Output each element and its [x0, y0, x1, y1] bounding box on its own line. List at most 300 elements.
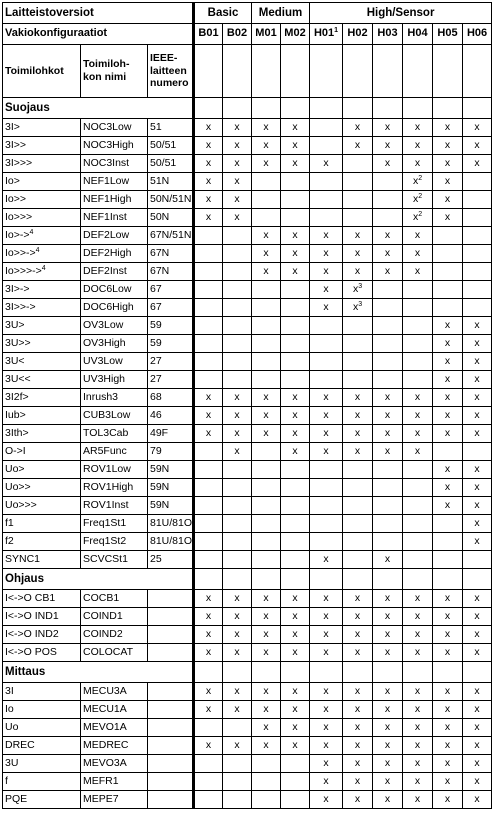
table-row [3, 119, 492, 137]
cell-mark [194, 644, 223, 662]
cell-name: ROV1High [81, 479, 148, 497]
block-label: 3U<< [5, 372, 31, 385]
mark-x: x [234, 138, 240, 151]
mark-x: x [323, 792, 329, 805]
mark-x: x [444, 684, 451, 697]
section-title: Suojaus [3, 98, 194, 119]
mark-x: x [474, 138, 480, 151]
cell-mark [463, 425, 492, 443]
cell-mark [433, 299, 463, 317]
cell-mark [403, 371, 433, 389]
mark-x: x [323, 684, 329, 697]
mark-x: x [384, 552, 391, 565]
table-row [3, 137, 492, 155]
cell-name: OV3Low [81, 317, 148, 335]
footnote-ref: 3 [358, 282, 363, 290]
mark-x: x [234, 444, 240, 457]
cell-mark [403, 461, 433, 479]
mark-x: x [354, 684, 361, 697]
cell-mark [281, 155, 310, 173]
cell-mark [373, 407, 403, 425]
cell-mark [281, 773, 310, 791]
cell-mark [310, 119, 343, 137]
block-label: 3Ith> [5, 426, 29, 439]
cell-mark [281, 137, 310, 155]
block-label: 3U>> [5, 336, 31, 349]
mark-x: x [323, 390, 329, 403]
mark-x: x [444, 426, 451, 439]
cell-mark [373, 608, 403, 626]
cell-mark [343, 227, 373, 245]
mark-x: x [323, 228, 329, 241]
cell-mark [403, 119, 433, 137]
table-row [3, 608, 492, 626]
cell-mark [463, 737, 492, 755]
cell-block [3, 719, 81, 737]
cell-mark [194, 515, 223, 533]
block-label: 3I [5, 684, 14, 697]
cell-mark [343, 683, 373, 701]
cell-mark [281, 317, 310, 335]
cell-mark [403, 479, 433, 497]
mark-x: x [292, 408, 298, 421]
mark-x: x [384, 609, 391, 622]
section-empty-cell [343, 98, 373, 119]
table-row [3, 683, 492, 701]
mark-x: x [444, 756, 451, 769]
version-header-b01 [194, 24, 223, 45]
cell-block [3, 119, 81, 137]
cell-mark [252, 791, 281, 809]
section-empty-cell [433, 569, 463, 590]
mark-x: x [414, 645, 421, 658]
cell-mark [281, 791, 310, 809]
mark-x: x [474, 792, 480, 805]
cell-name: UV3Low [81, 353, 148, 371]
cell-mark [310, 191, 343, 209]
block-label: f2 [5, 534, 14, 547]
cell-mark [252, 683, 281, 701]
cell-name: COLOCAT [81, 644, 148, 662]
cell-mark [403, 701, 433, 719]
cell-block [3, 137, 81, 155]
cell-mark [463, 335, 492, 353]
section-empty-cell [403, 569, 433, 590]
cell-name: DOC6High [81, 299, 148, 317]
group-high-sensor: High/Sensor [310, 3, 492, 24]
mark-x: x [263, 228, 269, 241]
mark-x: x [414, 720, 421, 733]
mark-x: x [354, 408, 361, 421]
block-label: I<->O POS [5, 645, 57, 658]
mark-x: x [263, 591, 269, 604]
cell-block [3, 515, 81, 533]
cell-mark [373, 155, 403, 173]
section-empty-cell [281, 98, 310, 119]
cell-name: NEF1Low [81, 173, 148, 191]
cell-block [3, 299, 81, 317]
mark-x: x [205, 645, 212, 658]
version-header-h05 [433, 24, 463, 45]
mark-x: x [414, 591, 421, 604]
cell-mark [223, 515, 252, 533]
cell-block [3, 701, 81, 719]
mark-x: x [384, 408, 391, 421]
cell-name: MEPE7 [81, 791, 148, 809]
cell-mark [343, 791, 373, 809]
cell-mark [223, 683, 252, 701]
footnote-ref: 2 [418, 192, 423, 200]
mark-x: x [352, 300, 359, 313]
cell-mark [194, 479, 223, 497]
cell-ieee: 50N/51N [148, 191, 194, 209]
cell-name: MEVO3A [81, 755, 148, 773]
cell-mark [223, 353, 252, 371]
cell-mark [463, 773, 492, 791]
cell-mark [194, 719, 223, 737]
cell-mark [310, 791, 343, 809]
version-header-h03 [373, 24, 403, 45]
mark-x: x [323, 264, 329, 277]
cell-mark [223, 281, 252, 299]
mark-x: x [263, 264, 269, 277]
block-label: f1 [5, 516, 14, 529]
cell-ieee: 27 [148, 353, 194, 371]
table-row [3, 371, 492, 389]
mark-x: x [292, 720, 298, 733]
cell-block [3, 626, 81, 644]
cell-mark [403, 626, 433, 644]
section-header [3, 662, 492, 683]
section-title: Mittaus [3, 662, 194, 683]
cell-mark [194, 407, 223, 425]
version-code: H05 [437, 27, 458, 40]
cell-mark [343, 299, 373, 317]
mark-x: x [444, 645, 451, 658]
cell-mark [463, 353, 492, 371]
mark-x: x [444, 336, 451, 349]
cell-mark [310, 155, 343, 173]
mark-x: x [444, 174, 451, 187]
cell-mark [343, 191, 373, 209]
mark-x: x [205, 426, 212, 439]
mark-x: x [384, 684, 391, 697]
cell-ieee: 59 [148, 317, 194, 335]
cell-mark [281, 245, 310, 263]
table-row [3, 209, 492, 227]
cell-mark [403, 263, 433, 281]
mark-x: x [474, 645, 480, 658]
cell-mark [463, 443, 492, 461]
section-empty-cell [433, 98, 463, 119]
footnote-ref: 4 [29, 228, 34, 236]
cell-mark [373, 515, 403, 533]
table-row [3, 497, 492, 515]
cell-mark [310, 533, 343, 551]
cell-name: TOL3Cab [81, 425, 148, 443]
cell-mark [343, 515, 373, 533]
cell-mark [373, 755, 403, 773]
mark-x: x [352, 282, 359, 295]
mark-x: x [323, 702, 329, 715]
cell-mark [433, 209, 463, 227]
cell-mark [433, 407, 463, 425]
header-row-groups [3, 3, 492, 24]
table-row [3, 719, 492, 737]
cell-name: SCVCSt1 [81, 551, 148, 569]
cell-block [3, 608, 81, 626]
cell-ieee: 50/51 [148, 155, 194, 173]
mark-x: x [354, 645, 361, 658]
mark-x: x [414, 774, 421, 787]
group-medium: Medium [252, 3, 310, 24]
version-header-h01 [310, 24, 343, 45]
cell-mark [463, 155, 492, 173]
cell-mark [343, 263, 373, 281]
mark-x: x [354, 702, 361, 715]
cell-mark [343, 407, 373, 425]
cell-mark [252, 644, 281, 662]
mark-x: x [384, 426, 391, 439]
cell-mark [310, 281, 343, 299]
cell-mark [343, 533, 373, 551]
cell-mark [373, 335, 403, 353]
cell-mark [343, 701, 373, 719]
cell-mark [403, 245, 433, 263]
cell-mark [252, 626, 281, 644]
cell-mark [343, 371, 373, 389]
cell-mark [310, 773, 343, 791]
table-row [3, 155, 492, 173]
mark-x: x [474, 120, 480, 133]
mark-x: x [414, 408, 421, 421]
cell-mark [252, 353, 281, 371]
table-row [3, 755, 492, 773]
cell-mark [281, 719, 310, 737]
mark-x: x [263, 138, 269, 151]
cell-mark [433, 137, 463, 155]
cell-mark [310, 353, 343, 371]
mark-x: x [263, 426, 269, 439]
mark-x: x [205, 138, 212, 151]
section-empty-cell [310, 98, 343, 119]
cell-mark [373, 683, 403, 701]
cell-block [3, 590, 81, 608]
cell-ieee: 50N [148, 209, 194, 227]
cell-ieee: 67N/51N [148, 227, 194, 245]
cell-mark [403, 425, 433, 443]
cell-mark [373, 590, 403, 608]
cell-mark [463, 227, 492, 245]
mark-x: x [384, 120, 391, 133]
cell-name: MEDREC [81, 737, 148, 755]
cell-mark [252, 443, 281, 461]
cell-mark [403, 173, 433, 191]
cell-mark [403, 644, 433, 662]
cell-mark [252, 551, 281, 569]
block-label: Io>>> [5, 210, 33, 223]
cell-ieee: 81U/81O [148, 533, 194, 551]
table-row [3, 335, 492, 353]
cell-mark [403, 791, 433, 809]
cell-mark [252, 137, 281, 155]
cell-mark [281, 515, 310, 533]
cell-mark [223, 407, 252, 425]
cell-mark [310, 443, 343, 461]
table-row [3, 191, 492, 209]
cell-mark [433, 497, 463, 515]
mark-x: x [263, 645, 269, 658]
mark-x: x [323, 756, 329, 769]
cell-mark [433, 683, 463, 701]
mark-x: x [354, 774, 361, 787]
section-empty-cell [373, 569, 403, 590]
version-code: H03 [377, 27, 398, 40]
cell-mark [281, 590, 310, 608]
cell-mark [252, 497, 281, 515]
block-label: 3I> [5, 120, 20, 133]
section-empty-cell [373, 98, 403, 119]
mark-x: x [323, 627, 329, 640]
section-empty-cell [310, 569, 343, 590]
cell-mark [463, 191, 492, 209]
cell-mark [343, 644, 373, 662]
cell-block [3, 551, 81, 569]
table-body [3, 3, 492, 809]
cell-mark [373, 281, 403, 299]
mark-x: x [444, 774, 451, 787]
cell-mark [281, 443, 310, 461]
mark-x: x [384, 645, 391, 658]
cell-mark [252, 389, 281, 407]
cell-mark [281, 479, 310, 497]
cell-mark [373, 644, 403, 662]
block-label: I<->O IND2 [5, 627, 59, 640]
cell-mark [310, 608, 343, 626]
column-header-empty [252, 45, 281, 98]
cell-mark [223, 755, 252, 773]
cell-mark [194, 317, 223, 335]
mark-x: x [414, 138, 421, 151]
mark-x: x [234, 210, 240, 223]
mark-x: x [354, 756, 361, 769]
footnote-ref: 2 [418, 174, 423, 182]
cell-mark [252, 590, 281, 608]
mark-x: x [474, 372, 480, 385]
block-label: Io>> [5, 192, 27, 205]
cell-mark [223, 551, 252, 569]
cell-mark [403, 191, 433, 209]
section-empty-cell [403, 98, 433, 119]
cell-ieee [148, 683, 194, 701]
cell-mark [433, 425, 463, 443]
cell-mark [223, 626, 252, 644]
cell-mark [252, 737, 281, 755]
mark-x: x [384, 246, 391, 259]
block-label: I<->O IND1 [5, 609, 59, 622]
cell-mark [373, 719, 403, 737]
cell-mark [194, 353, 223, 371]
header-row-versions [3, 24, 492, 45]
cell-mark [433, 626, 463, 644]
cell-mark [463, 608, 492, 626]
cell-mark [463, 389, 492, 407]
mark-x: x [292, 645, 298, 658]
mark-x: x [354, 609, 361, 622]
cell-ieee: 79 [148, 443, 194, 461]
cell-mark [433, 281, 463, 299]
block-label: Uo>>> [5, 498, 37, 511]
cell-mark [463, 209, 492, 227]
configuration-table [2, 2, 492, 809]
section-empty-cell [223, 98, 252, 119]
mark-x: x [234, 591, 240, 604]
table-row [3, 791, 492, 809]
cell-mark [343, 626, 373, 644]
mark-x: x [354, 426, 361, 439]
header-row-columns [3, 45, 492, 98]
mark-x: x [234, 645, 240, 658]
cell-mark [194, 608, 223, 626]
cell-mark [310, 515, 343, 533]
mark-x: x [292, 138, 298, 151]
mark-x: x [384, 627, 391, 640]
cell-name: AR5Func [81, 443, 148, 461]
cell-mark [403, 719, 433, 737]
cell-block [3, 335, 81, 353]
cell-name: MECU1A [81, 701, 148, 719]
mark-x: x [474, 318, 480, 331]
mark-x: x [444, 591, 451, 604]
mark-x: x [263, 684, 269, 697]
mark-x: x [474, 591, 480, 604]
mark-x: x [292, 246, 298, 259]
cell-mark [310, 227, 343, 245]
version-code: B02 [226, 27, 248, 40]
table-row [3, 590, 492, 608]
table-row [3, 245, 492, 263]
mark-x: x [444, 792, 451, 805]
mark-x: x [474, 336, 480, 349]
cell-mark [403, 209, 433, 227]
cell-mark [310, 299, 343, 317]
mark-x: x [474, 774, 480, 787]
cell-mark [281, 425, 310, 443]
mark-x: x [384, 444, 391, 457]
mark-x: x [414, 156, 421, 169]
cell-mark [433, 263, 463, 281]
mark-x: x [323, 426, 329, 439]
cell-name: ROV1Inst [81, 497, 148, 515]
mark-x: x [205, 684, 212, 697]
cell-mark [252, 119, 281, 137]
cell-mark [343, 245, 373, 263]
cell-mark [463, 755, 492, 773]
cell-mark [252, 608, 281, 626]
cell-mark [433, 317, 463, 335]
section-empty-cell [281, 662, 310, 683]
mark-x: x [414, 390, 421, 403]
cell-ieee [148, 719, 194, 737]
cell-ieee [148, 755, 194, 773]
mark-x: x [444, 480, 451, 493]
section-empty-cell [194, 98, 223, 119]
block-label: Uo> [5, 462, 25, 475]
cell-mark [281, 263, 310, 281]
section-empty-cell [223, 569, 252, 590]
cell-mark [403, 497, 433, 515]
cell-name: MEFR1 [81, 773, 148, 791]
